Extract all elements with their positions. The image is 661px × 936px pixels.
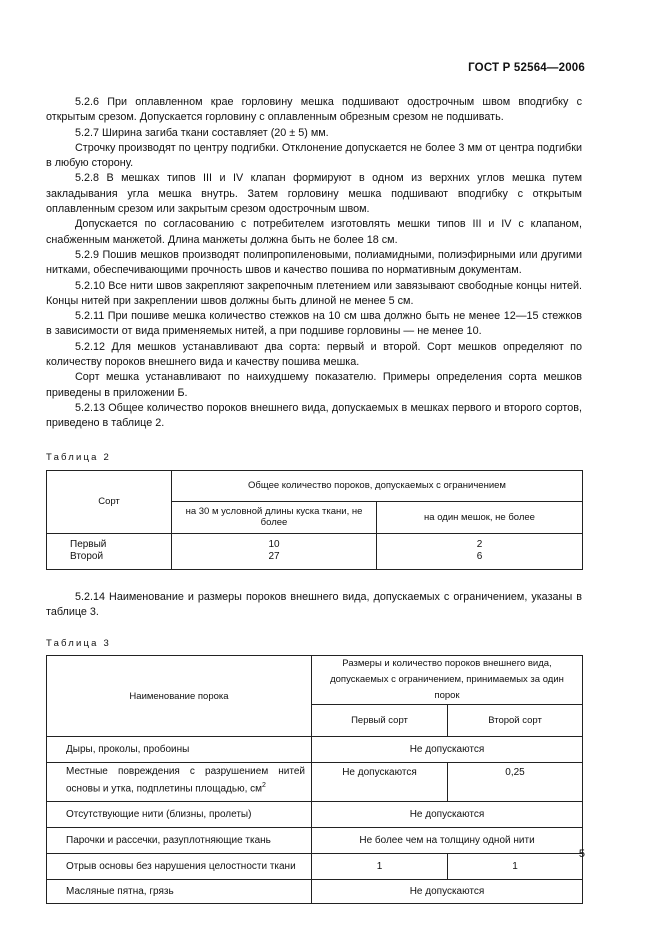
paragraph-5-2-6: 5.2.6 При оплавленном крае горловину мешка подшивают одострочным швом вподгибку с открытым срезом. Допускается горловину с оплавленным обрезным срезом не подшивать. (46, 96, 582, 124)
table3-header-name: Наименование порока (47, 656, 312, 737)
table2-per-bag-cell (377, 533, 583, 569)
defect-value-first-grade: Не допускаются (312, 763, 448, 802)
table2-caption: Таблица 2 (46, 451, 111, 463)
paragraph-5-2-14: 5.2.14 Наименование и размеры пороков внешнего вида, допускаемых с ограничением, указаны в таблице 3. (46, 590, 582, 618)
defect-name: Масляные пятна, грязь (47, 880, 312, 904)
page-number: 5 (578, 848, 585, 860)
defect-value-merged: Не более чем на толщину одной нити (312, 828, 583, 854)
table2-grade-second: Второй (70, 550, 104, 562)
table3-header-group: Размеры и количество пороков внешнего вида, допускаемых с ограничением, принимаемых за один порок (312, 656, 583, 705)
table2-header-sort: Сорт (47, 470, 172, 533)
paragraph-5-2-10: 5.2.10 Все нити швов закрепляют закрепочным плетением или завязывают свободные концы нитей. Концы нитей при закреплении швов должны быть длиной не менее 5 см. (46, 279, 582, 307)
table3-header-first-grade: Первый сорт (312, 705, 448, 737)
area-unit-exponent: 2 (262, 782, 266, 790)
table3-row (47, 880, 583, 904)
table2-grade-first: Первый (70, 538, 107, 550)
table3-caption: Таблица 3 (46, 638, 111, 650)
document-header: ГОСТ Р 52564—2006 (468, 62, 585, 74)
table2-header-per-bag: на один мешок, не более (377, 501, 583, 533)
table3-row (47, 854, 583, 880)
table3-header-second-grade: Второй сорт (448, 705, 583, 737)
defect-value-merged: Не допускаются (312, 802, 583, 828)
defect-value-merged: Не допускаются (312, 737, 583, 763)
paragraph-5-2-8: 5.2.8 В мешках типов III и IV клапан формируют в одном из верхних углов мешка путем закладывания угла мешка внутрь. Затем горловину мешка подшивают вподгибку с открытым оплавленным срезом или закрытым срезом одострочным швом. (46, 172, 582, 216)
paragraph-stitch-center: Строчку производят по центру подгибки. Отклонение допускается не более 3 мм от центра подгибки в любую сторону. (46, 141, 582, 170)
table3-row (47, 802, 583, 828)
table3 (46, 655, 583, 904)
defect-name: Парочки и рассечки, разуплотняющие ткань (47, 828, 312, 854)
table2-per-30m-cell (172, 533, 377, 569)
table3-row (47, 737, 583, 763)
paragraph-5-2-12: 5.2.12 Для мешков устанавливают два сорта: первый и второй. Сорт мешков определяют по количеству пороков внешнего вида и качеству пошива мешка. (46, 340, 582, 369)
defect-name-text: Местные повреждения с разрушением нитей основы и утка, подплетины площадью, см (66, 766, 305, 795)
paragraph-grade-worst: Сорт мешка устанавливают по наихудшему показателю. Примеры определения сорта мешков приведены в приложении Б. (46, 371, 582, 399)
defect-value-second-grade: 0,25 (448, 763, 583, 802)
paragraph-5-2-13: 5.2.13 Общее количество пороков внешнего вида, допускаемых в мешках первого и второго сортов, приведено в таблице 2. (46, 401, 582, 430)
defect-name: Отсутствующие нити (близны, пролеты) (47, 802, 312, 828)
table2-first-per-bag: 2 (476, 538, 483, 550)
paragraph-5-2-11: 5.2.11 При пошиве мешка количество стежков на 10 см шва должно быть не менее 12—15 стежков в зависимости от вида применяемых нитей, а при подшиве горловины — не менее 10. (46, 310, 582, 338)
table3-row (47, 763, 583, 802)
defect-value-merged: Не допускаются (312, 880, 583, 904)
paragraph-cuff: Допускается по согласованию с потребителем изготовлять мешки типов III и IV с клапаном, снабженным манжетой. Длина манжеты должна быть не более 18 см. (46, 218, 582, 246)
table2-second-per-30m: 27 (268, 550, 280, 562)
table2-data-row (47, 533, 583, 569)
defect-value-second-grade: 1 (448, 854, 583, 880)
defect-value-first-grade: 1 (312, 854, 448, 880)
table2-second-per-bag: 6 (476, 550, 483, 562)
table2 (46, 470, 583, 570)
table2-grades-cell (47, 533, 172, 569)
paragraph-5-2-7: 5.2.7 Ширина загиба ткани составляет (20 ± 5) мм. (75, 126, 329, 139)
table2-header-per-30m: на 30 м условной длины куска ткани, не более (172, 501, 377, 533)
defect-name: Отрыв основы без нарушения целостности ткани (47, 854, 312, 880)
defect-name: Дыры, проколы, пробоины (47, 737, 312, 763)
table2-first-per-30m: 10 (268, 538, 280, 550)
table2-header-group: Общее количество пороков, допускаемых с ограничением (172, 470, 583, 501)
defect-name (47, 763, 312, 802)
paragraph-5-2-9: 5.2.9 Пошив мешков производят полипропиленовыми, полиамидными, полиэфирными или другими нитками, обеспечивающими прочность швов и качество пошива по нормативным документам. (46, 248, 582, 277)
page-content (46, 95, 582, 904)
table3-row (47, 828, 583, 854)
